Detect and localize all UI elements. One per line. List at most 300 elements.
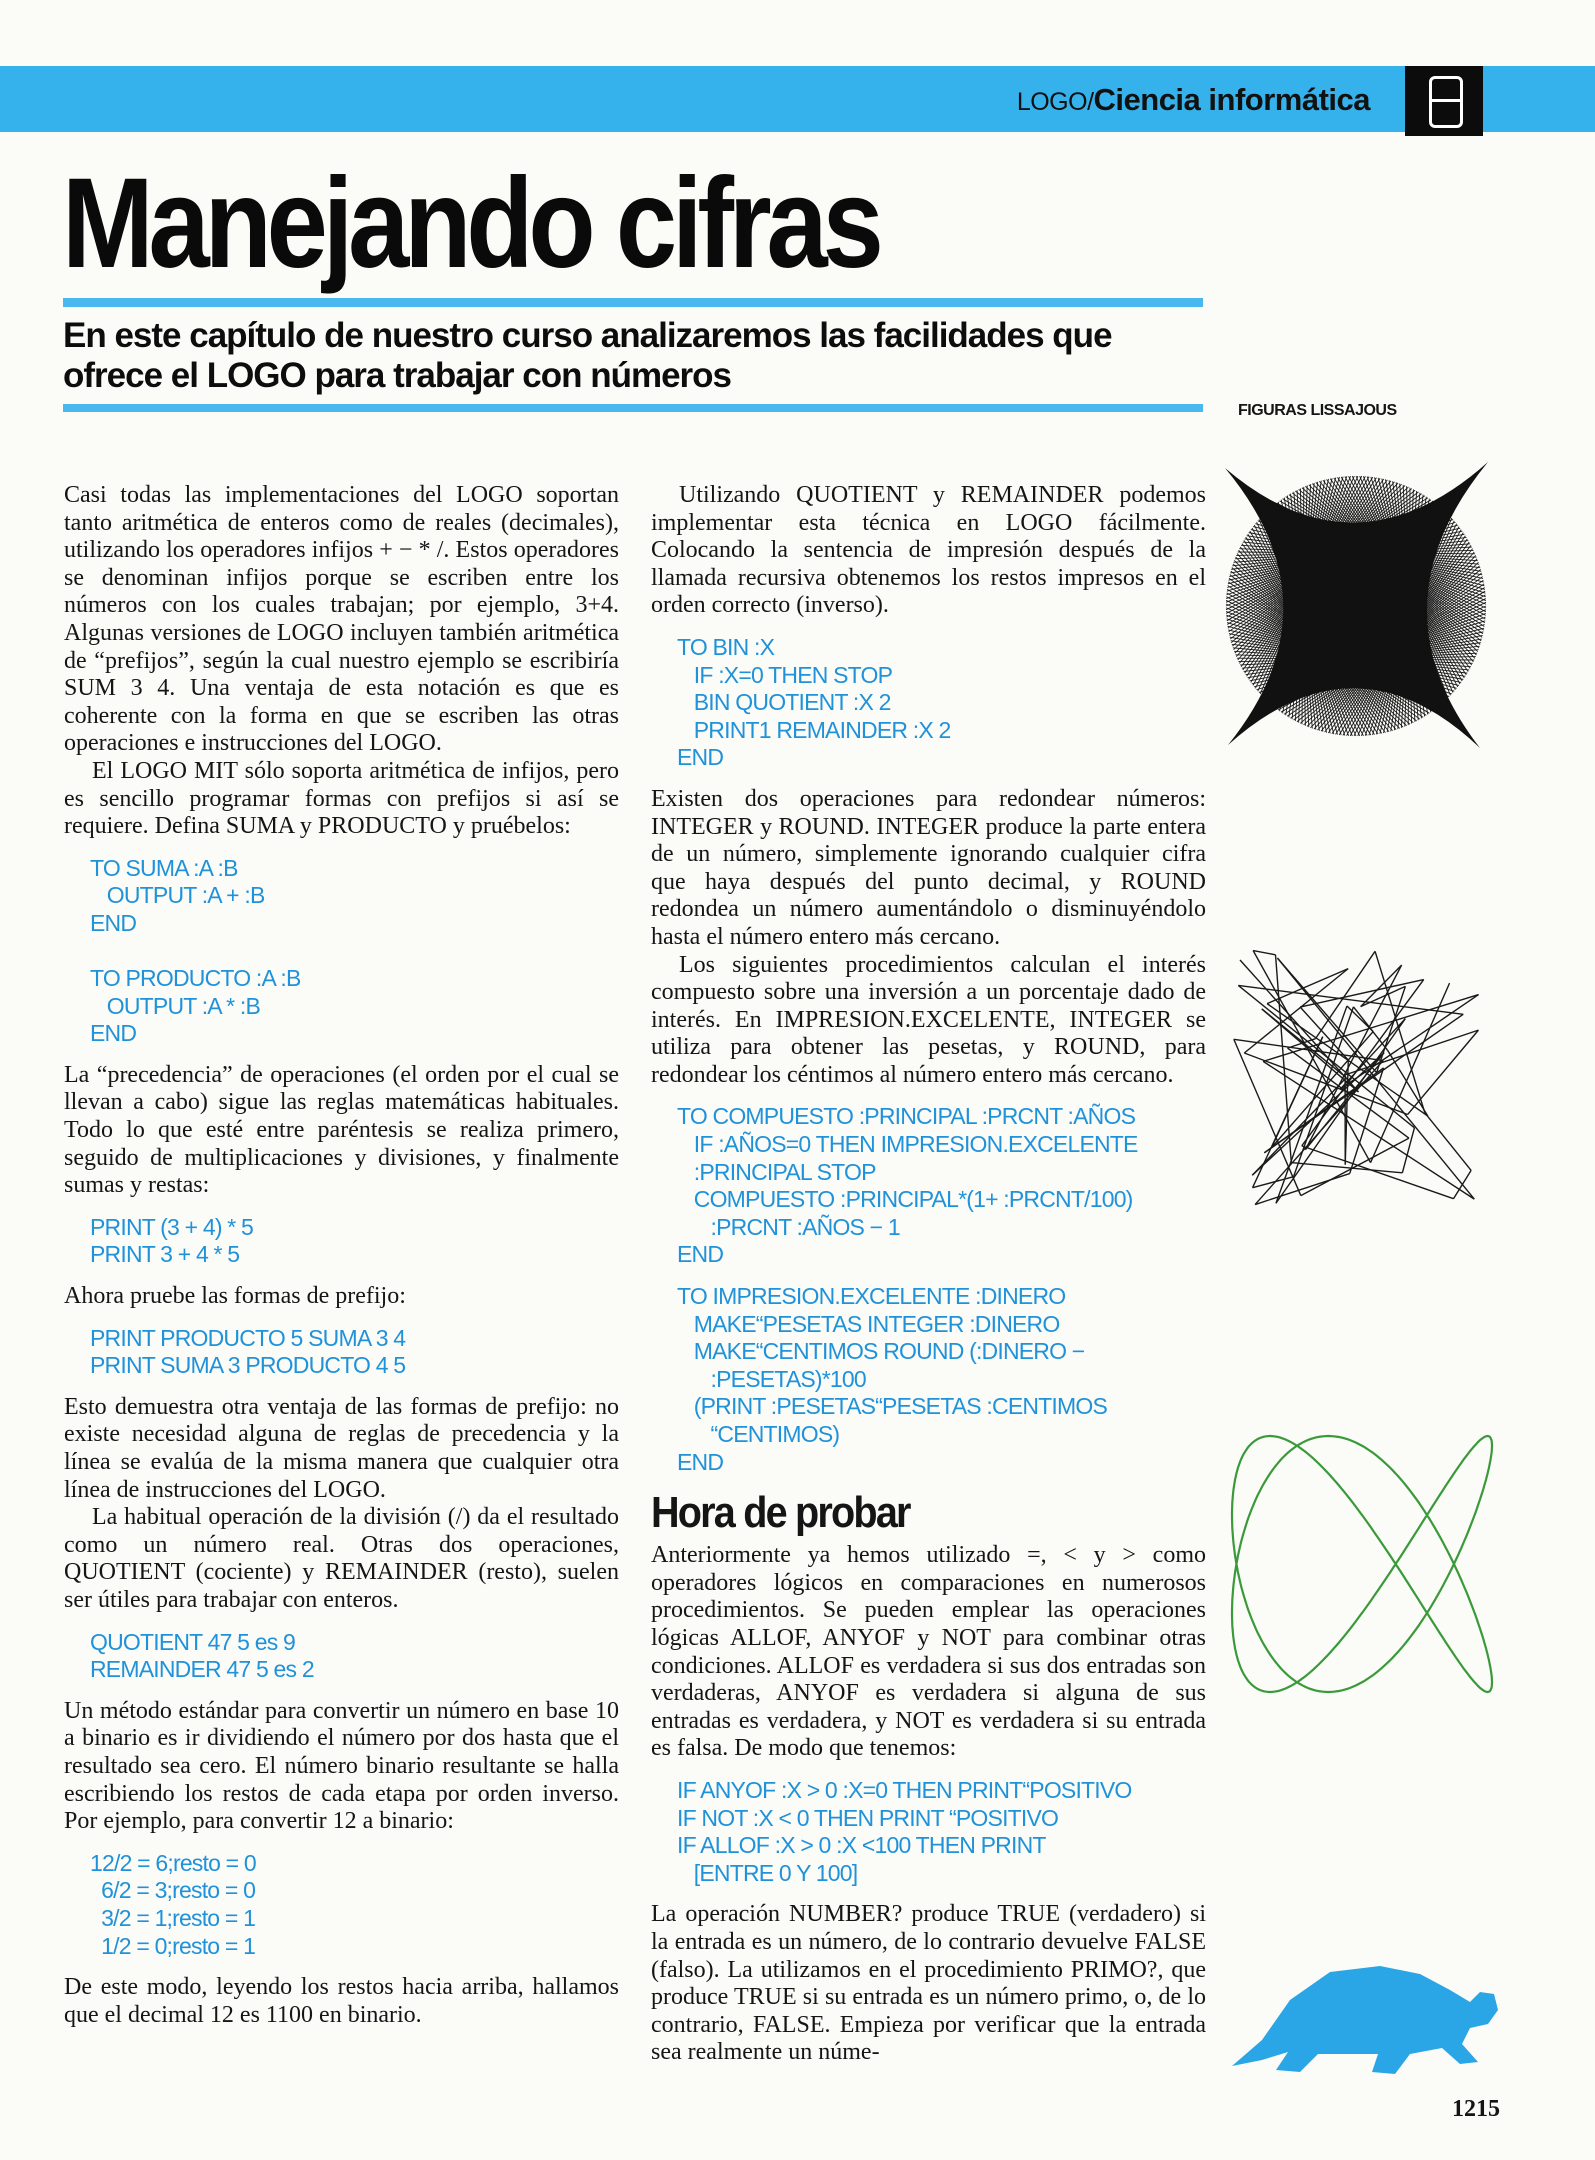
lissajous-curve: [1232, 1436, 1492, 1692]
figure-stroke: [1234, 560, 1403, 727]
figure-stroke: [1256, 625, 1484, 690]
figure-stroke: [1307, 562, 1478, 726]
figure-stroke: [1297, 573, 1482, 722]
figure-stroke: [1253, 951, 1370, 1163]
figure-stroke: [1300, 488, 1305, 725]
figure-stroke: [1350, 524, 1456, 736]
figure-stroke: [1280, 501, 1486, 619]
figure-stroke: [1347, 1006, 1373, 1032]
figure-stroke: [1290, 580, 1483, 718]
figure-stroke: [1239, 481, 1391, 664]
figure-stroke: [1312, 484, 1476, 655]
figure-stroke: [1227, 500, 1431, 621]
figure-stroke: [1226, 600, 1438, 706]
figure-stroke: [1244, 540, 1382, 733]
figure-stroke: [1263, 995, 1478, 1062]
figure-stroke: [1247, 536, 1482, 572]
figure-stroke: [1235, 484, 1402, 653]
figure-stroke: [1248, 639, 1482, 678]
figure-stroke: [1259, 621, 1485, 693]
figure-stroke: [1295, 484, 1310, 721]
figure-stroke: [1229, 634, 1461, 683]
figure-stroke: [1297, 490, 1309, 727]
figure-stroke: [1276, 955, 1292, 1163]
figure-stroke: [1271, 477, 1340, 704]
figure-stroke: [1226, 604, 1441, 704]
figure-stroke: [1238, 552, 1475, 554]
figure-stroke: [1255, 1174, 1350, 1205]
code-block: QUOTIENT 47 5 es 9 REMAINDER 47 5 es 2: [90, 1628, 314, 1683]
figure-stroke: [1226, 512, 1445, 603]
figure-stroke: [1375, 477, 1440, 705]
figure-stroke: [1367, 476, 1445, 700]
figure-stroke: [1275, 599, 1486, 708]
figure-stroke: [1369, 510, 1444, 735]
code-block: TO SUMA :A :B OUTPUT :A + :B END TO PRODUCTO :A :B OUTPUT :A * :B END: [90, 854, 301, 1047]
figure-stroke: [1325, 545, 1471, 732]
figure-stroke: [1227, 498, 1428, 625]
figure-stroke: [1234, 544, 1471, 563]
figure-stroke: [1345, 476, 1460, 684]
figure-stroke: [1352, 476, 1455, 690]
figure-stroke: [1236, 550, 1473, 555]
figure-stroke: [1305, 965, 1401, 1150]
lissajous-curve-figure: [1232, 1436, 1492, 1692]
figure-stroke: [1288, 1048, 1409, 1138]
figure-stroke: [1267, 1004, 1428, 1116]
figure-stroke: [1360, 476, 1451, 695]
figure-stroke: [1243, 479, 1384, 670]
figure-stroke: [1236, 483, 1398, 657]
figure-stroke: [1405, 489, 1414, 726]
paragraph: La habitual operación de la división (/) da el resultado como un número real. Otras dos operaciones, QUOTIENT (cociente) y REMAINDER (resto), suelen ser útiles para trabajar con enteros.: [64, 1504, 619, 1613]
figure-stroke: [1263, 515, 1486, 596]
figure-stroke: [1226, 615, 1449, 696]
figure-stroke: [1291, 494, 1316, 730]
figure-stroke: [1281, 500, 1326, 733]
figure-stroke: [1226, 504, 1437, 613]
paragraph: Ahora pruebe las formas de prefijo:: [64, 1283, 406, 1310]
figure-stroke: [1242, 544, 1385, 733]
figure-stroke: [1302, 980, 1424, 1146]
figure-stroke: [1232, 644, 1468, 673]
figure-stroke: [1253, 951, 1275, 955]
figure-stroke: [1251, 530, 1483, 579]
paragraph: La “precedencia” de operaciones (el orden por el cual se llevan a cabo) sigue las reglas matemáticas habituales. Todo lo que esté entre paréntesis se realiza primero, seguido de multiplicaciones y divisiones, y finalmente sumas y restas:: [64, 1061, 619, 1199]
lissajous-star-figure: [1225, 462, 1488, 748]
figure-stroke: [1253, 527, 1484, 583]
section-name: Ciencia informática: [1093, 82, 1370, 117]
divider: [63, 404, 1203, 412]
figure-stroke: [1408, 488, 1410, 725]
code-block: TO BIN :X IF :X=0 THEN STOP BIN QUOTIENT :X 2 PRINT1 REMAINDER :X 2 END: [677, 633, 951, 771]
figure-stroke: [1262, 517, 1353, 736]
figure-stroke: [1240, 960, 1359, 1092]
series-logo-icon: [1405, 66, 1483, 136]
figure-stroke: [1339, 533, 1463, 735]
figure-stroke: [1252, 1078, 1346, 1176]
figure-stroke: [1227, 619, 1452, 694]
figure-stroke: [1294, 1007, 1354, 1177]
figure-stroke: [1375, 951, 1425, 1112]
figure-stroke: [1249, 533, 1483, 575]
paragraph: La operación NUMBER? produce TRUE (verdadero) si la entrada es un número, de lo contrario devuelve FALSE (falso). La utilizamos en el procedimiento PRIMO?, que produce TRUE si su entrada es un número primo, o, de lo contrario, FALSE. Empieza por verificar que la entrada sea realmente un núme-: [651, 1901, 1206, 2066]
figure-stroke: [1300, 980, 1424, 1007]
figure-stroke: [1247, 478, 1377, 677]
code-block: TO IMPRESION.EXCELENTE :DINERO MAKE“PESETAS INTEGER :DINERO MAKE“CENTIMOS ROUND (:DINERO − :PESETAS)*100 (PRINT :PESETAS“PESETAS :CENTIMOS “CENTIMOS) END: [677, 1283, 1107, 1475]
figure-stroke: [1237, 554, 1396, 730]
figure-stroke: [1234, 1039, 1301, 1195]
figure-stroke: [1226, 502, 1434, 617]
figure-stroke: [1264, 514, 1348, 736]
right-column: [651, 482, 1206, 2081]
figure-stroke: [1239, 550, 1393, 731]
figure-stroke: [1228, 496, 1425, 628]
figure-stroke: [1336, 536, 1466, 735]
figures-caption: FIGURAS LISSAJOUS: [1238, 402, 1397, 419]
figure-stroke: [1301, 1138, 1409, 1195]
figure-stroke: [1262, 1009, 1347, 1078]
figure-stroke: [1232, 541, 1468, 566]
figure-stroke: [1288, 1039, 1316, 1048]
figure-stroke: [1377, 986, 1406, 1072]
figure-stroke: [1425, 1113, 1471, 1171]
figure-stroke: [1380, 503, 1436, 734]
figure-stroke: [1299, 485, 1308, 722]
figure-stroke: [1255, 476, 1361, 688]
figure-stroke: [1272, 506, 1337, 734]
figure-stroke: [1402, 1128, 1414, 1173]
figure-stroke: [1238, 657, 1475, 662]
figure-stroke: [1304, 566, 1480, 725]
figure-stroke: [1231, 641, 1466, 677]
figure-stroke: [1276, 1006, 1347, 1203]
figure-stroke: [1226, 608, 1444, 702]
figure-stroke: [1295, 491, 1482, 637]
figure-stroke: [1228, 582, 1423, 717]
figure-stroke: [1289, 495, 1484, 630]
figure-stroke: [1246, 643, 1481, 675]
figure-stroke: [1284, 498, 1323, 732]
figure-stroke: [1398, 493, 1420, 729]
figure-stroke: [1270, 509, 1342, 735]
figure-stroke: [1356, 476, 1453, 693]
figure-stroke: [1241, 545, 1478, 560]
figure-stroke: [1302, 488, 1480, 645]
figure-stroke: [1319, 481, 1473, 662]
figure-stroke: [1228, 626, 1457, 688]
figure-stroke: [1250, 531, 1371, 735]
figure-stroke: [1274, 478, 1336, 707]
figure-stroke: [1283, 499, 1485, 623]
figure-stroke: [1300, 569, 1481, 723]
figure-stroke: [1389, 480, 1428, 714]
figure-stroke: [1332, 539, 1467, 734]
figure-stroke: [1350, 1068, 1384, 1174]
figure-stroke: [1260, 476, 1354, 694]
figure-stroke: [1226, 517, 1450, 595]
figure-stroke: [1276, 1019, 1405, 1204]
figure-stroke: [1382, 479, 1434, 711]
figure-stroke: [1281, 591, 1485, 712]
figure-stroke: [1323, 480, 1472, 665]
figure-stroke: [1226, 597, 1435, 709]
figure-stroke: [1407, 486, 1412, 723]
figure-stroke: [1278, 502, 1330, 734]
figure-stroke: [1387, 499, 1429, 733]
figure-stroke: [1385, 479, 1430, 712]
figure-stroke: [1340, 1019, 1405, 1090]
figure-stroke: [1236, 557, 1400, 728]
figure-stroke: [1340, 995, 1478, 1090]
figure-stroke: [1341, 477, 1462, 681]
figure-stroke: [1253, 476, 1365, 685]
figure-stroke: [1241, 480, 1387, 667]
figure-stroke: [1250, 635, 1483, 680]
figure-stroke: [1337, 477, 1464, 678]
figure-stroke: [1264, 1014, 1463, 1153]
figure-stroke: [1238, 482, 1395, 660]
figure-stroke: [1245, 539, 1481, 568]
figure-stroke: [1305, 486, 1479, 648]
figure-stroke: [1391, 497, 1427, 732]
figure-stroke: [1233, 564, 1407, 726]
figure-stroke: [1246, 537, 1378, 734]
figure-stroke: [1272, 602, 1486, 705]
paragraph: El LOGO MIT sólo soporta aritmética de infijos, pero es sencillo programar formas con prefijos si así se requiere. Defina SUMA y PRODUCTO y pruébelos:: [64, 757, 619, 840]
figure-stroke: [1254, 628, 1484, 687]
figure-stroke: [1376, 505, 1438, 734]
figure-stroke: [1302, 1146, 1454, 1199]
figure-stroke: [1354, 521, 1454, 736]
figure-stroke: [1226, 509, 1443, 606]
figure-stroke: [1316, 482, 1475, 658]
left-column: [64, 482, 619, 2043]
figure-stroke: [1234, 1039, 1383, 1060]
figure-stroke: [1265, 513, 1485, 601]
figure-stroke: [1227, 520, 1453, 592]
figure-stroke: [1292, 483, 1314, 719]
paragraph: Los siguientes procedimientos calculan el interés compuesto sobre una inversión a un porcentaje dado de interés. En IMPRESION.EXCELENTE, INTEGER se utiliza para obtener las pesetas, y ROUND, para redondear los céntimos al número entero más cercano.: [651, 951, 1206, 1088]
figure-stroke: [1233, 648, 1469, 670]
figure-stroke: [1231, 537, 1466, 569]
figure-stroke: [1328, 542, 1469, 733]
figure-stroke: [1334, 478, 1466, 675]
section-prefix: LOGO/: [1016, 88, 1094, 116]
figure-stroke: [1231, 571, 1414, 723]
figure-stroke: [1231, 489, 1412, 643]
figure-stroke: [1286, 481, 1322, 716]
figure-stroke: [1330, 479, 1468, 672]
figure-stroke: [1232, 567, 1410, 724]
figure-stroke: [1394, 495, 1423, 731]
figure-stroke: [1363, 476, 1447, 698]
figure-stroke: [1268, 510, 1486, 604]
figure-stroke: [1240, 547, 1389, 732]
figure-stroke: [1260, 518, 1485, 593]
figure-stroke: [1261, 617, 1485, 695]
figure-stroke: [1343, 530, 1461, 736]
page-title: Manejando cifras: [62, 152, 879, 295]
figure-stroke: [1347, 527, 1459, 736]
figure-stroke: [1267, 610, 1486, 701]
figure-stroke: [1378, 478, 1437, 708]
code-block: IF ANYOF :X > 0 :X=0 THEN PRINT“POSITIVO IF NOT :X < 0 THEN PRINT “POSITIVO IF ALLOF :X > 0 :X <100 THEN PRINT [ENTRE 0 Y 100]: [677, 1776, 1132, 1886]
figure-stroke: [1230, 637, 1464, 679]
figure-stroke: [1237, 658, 1474, 660]
figure-stroke: [1267, 969, 1348, 1004]
figure-stroke: [1269, 606, 1486, 703]
figure-stroke: [1300, 1007, 1348, 1060]
figure-stroke: [1272, 1032, 1374, 1148]
figure-stroke: [1252, 528, 1367, 736]
paragraph: De este modo, leyendo los restos hacia arriba, hallamos que el decimal 12 es 1100 en binario.: [64, 1974, 619, 2028]
code-block: TO COMPUESTO :PRINCIPAL :PRCNT :AÑOS IF :AÑOS=0 THEN IMPRESION.EXCELENTE :PRINCIPAL STOP COMPUESTO :PRINCIPAL*(1+ :PRCNT/100) :PRCNT :AÑOS − 1 END: [677, 1103, 1138, 1268]
figure-stroke: [1238, 985, 1414, 1127]
figure-stroke: [1229, 494, 1422, 632]
figure-stroke: [1229, 492, 1418, 635]
figure-stroke: [1226, 514, 1448, 598]
figure-stroke: [1230, 490, 1415, 639]
figure-stroke: [1277, 478, 1333, 709]
figure-stroke: [1230, 534, 1464, 573]
paragraph: Esto demuestra otra ventaja de las formas de prefijo: no existe necesidad alguna de reglas de precedencia y la línea se evalúa de la misma manera que cualquier otra línea de instrucciones del LOGO.: [64, 1393, 619, 1503]
figure-stroke: [1248, 534, 1375, 735]
figure-stroke: [1228, 525, 1458, 584]
figure-stroke: [1254, 525, 1363, 736]
figure-stroke: [1238, 985, 1463, 1014]
figure-stroke: [1245, 478, 1380, 673]
figure-stroke: [1271, 508, 1486, 608]
figure-stroke: [1244, 1053, 1407, 1114]
figure-stroke: [1289, 482, 1318, 718]
figure-stroke: [1265, 476, 1346, 699]
subtitle: En este capítulo de nuestro curso analizaremos las facilidades que ofrece el LOGO para trabajar con números: [63, 316, 1112, 395]
figure-stroke: [1277, 958, 1376, 1073]
code-block: PRINT (3 + 4) * 5 PRINT 3 + 4 * 5: [90, 1213, 254, 1268]
figure-stroke: [1244, 969, 1348, 1053]
figure-stroke: [1267, 511, 1345, 735]
star-shape: [1225, 462, 1488, 748]
figure-stroke: [1262, 1009, 1359, 1092]
figure-stroke: [1353, 1007, 1387, 1050]
paragraph: Existen dos operaciones para redondear números: INTEGER y ROUND. INTEGER produce la parte entera de un número, simplemente ignorando cualquier cifra que haya después del punto decimal, y ROUND redondea un número aumentándolo o disminuyéndolo hasta el número entero más cercano.: [651, 785, 1206, 950]
figure-stroke: [1252, 632, 1484, 684]
figure-stroke: [1235, 655, 1472, 664]
figure-stroke: [1277, 958, 1474, 1199]
figure-stroke: [1284, 587, 1485, 714]
figure-stroke: [1249, 477, 1373, 679]
figure-stroke: [1310, 559, 1477, 728]
figure-stroke: [1229, 578, 1420, 719]
figure-stroke: [1292, 493, 1483, 634]
figure-stroke: [1314, 555, 1476, 729]
figure-stroke: [1226, 611, 1446, 699]
figure-stroke: [1393, 481, 1425, 716]
figure-stroke: [1400, 484, 1419, 721]
code-block: 12/2 = 6;resto = 0 6/2 = 3;resto = 0 3/2 = 1;resto = 1 1/2 = 0;resto = 1: [90, 1849, 256, 1959]
figure-stroke: [1299, 489, 1482, 641]
figure-stroke: [1321, 549, 1473, 732]
figure-stroke: [1272, 1037, 1323, 1148]
figure-stroke: [1327, 479, 1470, 668]
figure-stroke: [1252, 1053, 1384, 1176]
figure-stroke: [1315, 951, 1375, 1038]
figure-stroke: [1358, 518, 1452, 736]
figure-stroke: [1361, 515, 1449, 735]
paragraph: Un método estándar para convertir un número en base 10 a binario es ir dividiendo el número por dos hasta que el resultado sea cero. El número binario resultante se halla escribiendo los restos de cada etapa por orden inverso. Por ejemplo, para convertir 12 a binario:: [64, 1697, 619, 1835]
figure-stroke: [1253, 1177, 1294, 1188]
paragraph: Utilizando QUOTIENT y REMAINDER podemos implementar esta técnica en LOGO fácilmente. Colocando la sentencia de impresión después de la llamada recursiva obtenemos los restos impresos en el orden correcto (inverso).: [651, 482, 1206, 619]
figure-stroke: [1234, 651, 1471, 666]
figure-stroke: [1264, 1068, 1383, 1153]
figure-stroke: [1263, 1061, 1474, 1199]
figure-stroke: [1275, 504, 1334, 734]
turtle-icon: [1232, 1966, 1498, 2074]
figure-stroke: [1227, 589, 1429, 713]
figure-stroke: [1361, 965, 1402, 1007]
divider: [63, 298, 1203, 307]
figure-stroke: [1228, 630, 1459, 686]
figure-stroke: [1264, 613, 1486, 697]
figure-stroke: [1345, 1030, 1478, 1075]
figure-stroke: [1228, 586, 1427, 716]
figure-stroke: [1229, 528, 1461, 580]
figure-stroke: [1226, 507, 1440, 610]
figure-stroke: [1388, 1050, 1428, 1116]
section-label: [1017, 82, 1370, 118]
figure-stroke: [1396, 482, 1421, 718]
figure-stroke: [1253, 1037, 1323, 1188]
figure-stroke: [1255, 524, 1484, 586]
figure-stroke: [1349, 476, 1458, 687]
figure-stroke: [1239, 549, 1476, 558]
figure-stroke: [1229, 531, 1462, 576]
figure-stroke: [1291, 1163, 1402, 1173]
page-number: 1215: [1452, 2096, 1500, 2122]
figure-stroke: [1227, 593, 1433, 711]
figure-stroke: [1408, 1030, 1479, 1114]
figure-stroke: [1227, 522, 1455, 587]
figure-stroke: [1259, 519, 1356, 736]
figure-stroke: [1244, 646, 1480, 671]
figure-stroke: [1371, 477, 1443, 703]
figure-stroke: [1258, 476, 1358, 691]
figure-stroke: [1401, 491, 1416, 728]
figure-stroke: [1287, 496, 1319, 731]
figure-stroke: [1251, 477, 1369, 683]
lissajous-tangle-figure: [1234, 951, 1479, 1205]
figure-stroke: [1302, 487, 1304, 724]
figure-stroke: [1283, 480, 1325, 714]
figure-stroke: [1371, 983, 1450, 1163]
figure-stroke: [1243, 542, 1479, 564]
figure-stroke: [1274, 505, 1486, 611]
figure-stroke: [1287, 584, 1484, 716]
figure-stroke: [1317, 552, 1474, 730]
figure-stroke: [1278, 595, 1486, 710]
figure-stroke: [1232, 487, 1408, 646]
figure-stroke: [1263, 476, 1351, 696]
figure-stroke: [1234, 486, 1405, 650]
figure-stroke: [1258, 521, 1485, 590]
figure-stroke: [1294, 577, 1483, 720]
paragraph: Anteriormente ya hemos utilizado =, < y > como operadores lógicos en comparaciones en numerosos procedimientos. Se pueden emplear las operaciones lógicas ALLOF, ANYOF y NOT para combinar otras condiciones. ALLOF es verdadera si sus dos entradas son verdaderas, ANYOF es verdadera si alguna de sus entradas es verdadera, y NOT es verdadera si su entrada es falsa. De modo que tenemos:: [651, 1542, 1206, 1762]
figure-stroke: [1242, 650, 1479, 669]
figure-stroke: [1309, 485, 1478, 652]
figure-stroke: [1227, 623, 1454, 692]
figure-stroke: [1277, 503, 1486, 615]
